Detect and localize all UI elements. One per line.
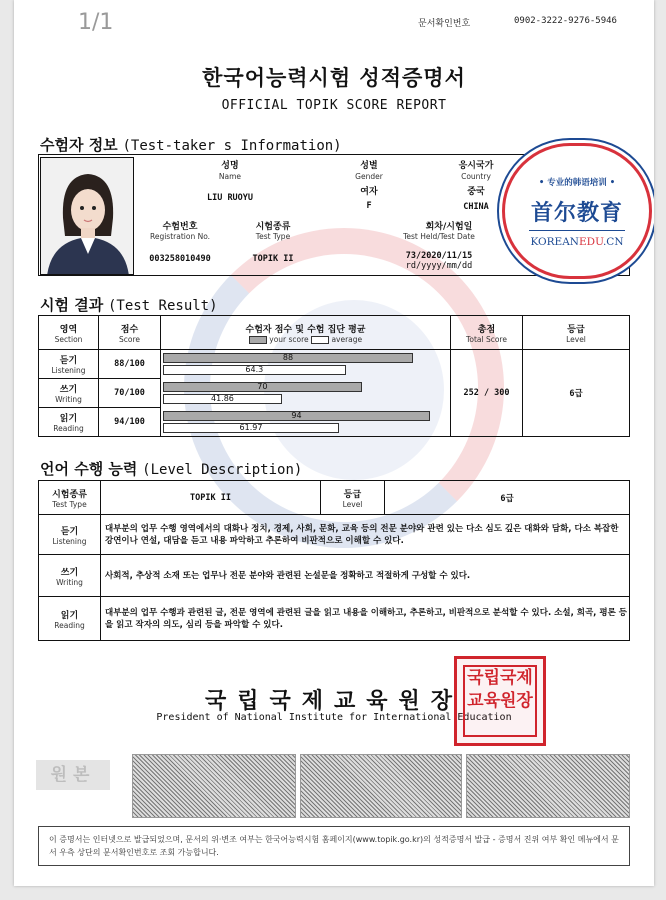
level-row-listening [39, 515, 630, 555]
result-head-score [99, 316, 161, 350]
result-row-score: 94/100 [99, 408, 161, 437]
held-label-ko: 회차/시험일 [425, 222, 473, 232]
country-label-ko: 응시국가 [458, 161, 494, 171]
level-row-label [39, 555, 101, 597]
title-korean: 한국어능력시험 성적증명서 [202, 66, 466, 90]
portrait-image [41, 158, 134, 275]
page-counter: 1/1 [78, 10, 114, 35]
result-head-legend [161, 335, 450, 344]
score-bar-label: 70 [257, 382, 268, 391]
result-head-total-ko: 총점 [477, 324, 496, 335]
level-head-type-value: TOPIK II [101, 481, 321, 515]
level-row-text: 대부분의 업무 수행과 관련된 글, 전문 영역에 관련된 글을 읽고 내용을 이해하고, 추론하고, 비판적으로 분석할 수 있다. 소설, 희곡, 평론 등을 읽고 작자의 의도, 심리 등을 파악할 수 있다. [101, 597, 630, 641]
result-section-heading [40, 294, 218, 315]
name-label-ko: 성명 [221, 161, 239, 171]
level-head-type-ko: 시험종류 [52, 489, 87, 500]
result-head-section [39, 316, 99, 350]
level-row-ko: 듣기 [60, 526, 79, 537]
level-head-type [39, 481, 101, 515]
taker-section-heading [40, 134, 342, 155]
level-row-label [39, 515, 101, 555]
brand-url-part2: EDU [578, 236, 603, 248]
taker-section-en: (Test-taker s Information) [122, 138, 342, 154]
result-row-score: 70/100 [99, 379, 161, 408]
legend-avg-label: average [331, 334, 363, 344]
type-label-ko: 시험종류 [255, 222, 291, 232]
level-head-level-value: 6급 [385, 481, 630, 515]
result-head-level [523, 316, 630, 350]
average-bar-label: 61.97 [239, 423, 263, 432]
verification-code-2 [300, 754, 462, 818]
gender-value-ko: 여자 [360, 187, 378, 197]
level-row-ko: 쓰기 [60, 567, 79, 578]
score-bar-label: 88 [282, 353, 294, 362]
score-bar-chart [161, 350, 451, 437]
average-bar-label: 41.86 [210, 394, 234, 403]
level-section-ko: 언어 수행 능력 [40, 460, 138, 478]
held-label-en: Test Held/Test Date [403, 232, 475, 241]
doc-check-number: 0902-3222-9276-5946 [514, 16, 617, 26]
type-value: TOPIK II [252, 254, 294, 264]
doc-check-label: 문서확인번호 [418, 19, 471, 29]
result-row-ko: 듣기 [59, 356, 78, 366]
result-row-en: Writing [55, 395, 82, 404]
result-section-en: (Test Result) [107, 298, 218, 314]
certificate-page [14, 0, 654, 886]
result-row-en: Reading [53, 424, 84, 433]
brand-badge-divider [529, 230, 625, 231]
level-row-ko: 읽기 [60, 610, 79, 621]
level-head-level-ko: 등급 [343, 489, 362, 500]
result-head-level-en: Level [566, 334, 586, 344]
result-head-total-en: Total Score [466, 334, 507, 344]
result-section-cell [39, 350, 99, 379]
original-stamp: 원본 [36, 760, 110, 790]
result-head-chart [161, 316, 451, 350]
level-value: 6급 [523, 350, 630, 437]
result-chart-cell [161, 350, 451, 437]
level-head-level-en: Level [342, 499, 363, 509]
total-score-value: 252 / 300 [451, 350, 523, 437]
verification-code-3 [466, 754, 630, 818]
reg-label-ko: 수험번호 [162, 222, 198, 232]
held-value: 73/2020/11/15 [405, 251, 473, 261]
result-head-level-ko: 등급 [567, 324, 585, 335]
gender-label-en: Gender [355, 172, 383, 181]
result-section-ko: 시험 결과 [40, 296, 104, 314]
country-value: CHINA [463, 202, 489, 212]
reg-value: 003258010490 [149, 254, 211, 264]
score-bar-label: 94 [291, 411, 302, 420]
level-head-type-en: Test Type [52, 499, 87, 509]
result-row-ko: 읽기 [59, 414, 78, 424]
held-format: rd/yyyy/mm/dd [405, 261, 473, 271]
name-label-en: Name [218, 172, 242, 181]
average-bar-label: 64.3 [245, 365, 264, 374]
level-row-text: 사회적, 추상적 소재 또는 업무나 전문 분야와 관련된 논설문을 정확하고 적절하게 구성할 수 있다. [101, 555, 630, 597]
result-row-en: Listening [51, 366, 86, 375]
result-row-score: 88/100 [99, 350, 161, 379]
result-row-listening [39, 350, 630, 379]
brand-badge [502, 143, 652, 279]
level-table [38, 480, 630, 641]
gender-value: F [366, 201, 372, 211]
taker-photo [40, 157, 134, 275]
level-row-reading [39, 597, 630, 641]
taker-section-ko: 수험자 정보 [40, 136, 118, 154]
result-row-ko: 쓰기 [59, 385, 78, 395]
brand-badge-name: 首尔教育 [530, 201, 623, 226]
level-row-writing [39, 555, 630, 597]
result-section-cell [39, 408, 99, 437]
gender-label-ko: 성별 [360, 161, 378, 171]
name-value: LIU RUOYU [206, 193, 254, 203]
level-row-en: Writing [56, 577, 83, 587]
level-head-level [321, 481, 385, 515]
legend-score-swatch [249, 336, 267, 344]
issuer-english: President of National Institute for International Education [156, 712, 512, 723]
brand-url-part1: KOREAN [530, 236, 579, 248]
result-section-cell [39, 379, 99, 408]
result-head-section-ko: 영역 [59, 324, 78, 335]
legend-avg-swatch [311, 336, 329, 344]
level-section-en: (Level Description) [142, 462, 303, 478]
level-section-heading [40, 458, 302, 479]
official-seal [454, 656, 546, 746]
brand-url-part3: .CN [602, 236, 624, 248]
legend-score-label: your score [269, 334, 309, 344]
official-seal-text: 국립국제교육원장 [463, 665, 537, 737]
reg-label-en: Registration No. [149, 232, 211, 241]
result-table [38, 315, 630, 437]
issuer-korean: 국립국제교육원장 [204, 689, 464, 714]
type-label-en: Test Type [255, 232, 291, 241]
result-head-section-en: Section [54, 334, 83, 344]
country-value-ko: 중국 [467, 187, 485, 197]
level-row-en: Listening [52, 536, 87, 546]
country-label-en: Country [461, 172, 491, 181]
title-english: OFFICIAL TOPIK SCORE REPORT [221, 98, 447, 113]
result-head-chart-ko: 수험자 점수 및 수험 집단 평균 [245, 324, 366, 335]
level-row-label [39, 597, 101, 641]
level-row-text: 대부분의 업무 수행 영역에서의 대화나 정치, 경제, 사회, 문화, 교육 등의 전문 분야와 관련 있는 다소 심도 깊은 대화와 담화, 다소 복잡한 강연이나 연설, 대담을 듣고 내용 파악하고 추론하여 비판적으로 이해할 수 있다. [101, 515, 630, 555]
verification-code-1 [132, 754, 296, 818]
result-head-total [451, 316, 523, 350]
result-head-score-en: Score [118, 334, 140, 344]
brand-badge-url [505, 236, 649, 248]
footer-note: 이 증명서는 인터넷으로 발급되었으며, 문서의 위·변조 여부는 한국어능력시험 홈페이지(www.topik.go.kr)의 성적증명서 발급 - 증명서 진위 여부 확인 메뉴에서 문서 우측 상단의 문서확인번호로 조회 가능합니다. [49, 835, 619, 857]
level-row-en: Reading [54, 620, 85, 630]
brand-badge-tagline: • 专业的韩语培训 • [538, 178, 616, 188]
footer-note-box [38, 826, 630, 866]
result-head-score-ko: 점수 [120, 324, 139, 335]
